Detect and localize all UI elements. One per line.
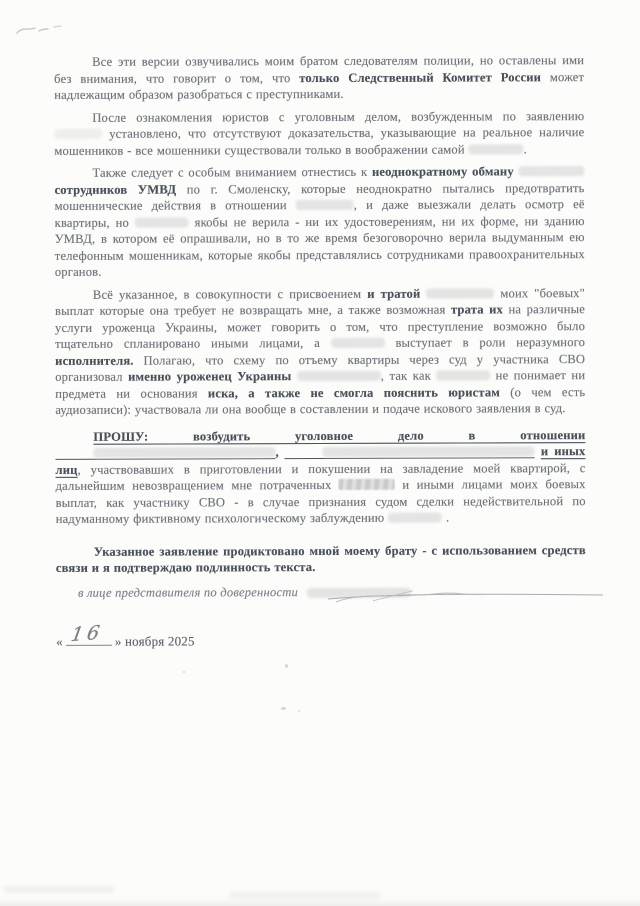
text-run: может надлежащим образом разобраться с преступниками. xyxy=(54,69,585,102)
representative-label: в лице представителя по доверенности xyxy=(77,585,299,600)
scan-speck xyxy=(285,664,288,668)
emphasis-text: и тратой xyxy=(367,286,427,301)
emphasis-text: ПРОШУ: возбудить уголовное дело в отношении xyxy=(93,427,586,444)
emphasis-text: сотрудников УМВД xyxy=(54,182,177,197)
emphasis-text: неоднократному обману xyxy=(371,164,519,179)
scanner-edge-shadow xyxy=(0,898,640,906)
date-line xyxy=(56,621,586,650)
emphasis-text: , xyxy=(275,445,279,460)
text-run: , так как xyxy=(380,368,437,383)
scan-speck xyxy=(183,671,185,673)
text-run: (о чем есть аудиозаписи): участвовала ли она вообще в составлении и подаче искового заявления в суд. xyxy=(55,384,586,417)
text-run: выступает в роли неразумного xyxy=(384,335,586,350)
text-run: Полагаю, что схему по отъему квартиры через суд у участника СВО организовал xyxy=(55,351,586,384)
emphasis-text: именно уроженец Украины xyxy=(128,369,297,384)
quote-close: » xyxy=(114,633,122,649)
text-run: Также следует с особым вниманием отнестись к xyxy=(92,164,373,180)
handwritten-day: 16 xyxy=(68,621,105,647)
text-run: , и даже выезжали делать осмотр её квартиры, но xyxy=(54,197,585,230)
scan-speck xyxy=(298,710,300,712)
text-run: Всё указанное, в совокупности с присвоением xyxy=(92,286,368,302)
emphasis-text: иска, а также не смогла пояснить юристам xyxy=(207,384,501,400)
emphasis-text: и иных лиц xyxy=(55,444,586,477)
scan-speck xyxy=(281,707,286,710)
text-run: на различные услуги уроженца Украины, может говорить о том, что преступление возможно было тщательно спланировано иными лицами, а xyxy=(55,302,586,351)
scan-smudge xyxy=(4,887,114,892)
text-run: , участвовавших в приготовлении и покушении на завладение моей квартирой, с дальнейшим невозвращением мне потраченных xyxy=(55,460,586,493)
emphasis-text: исполнителя. xyxy=(55,353,134,368)
representative-line xyxy=(78,584,586,601)
text-run: моих "боевых" выплат которые она требует не возвращать мне, а также возможная xyxy=(54,285,585,318)
text-run: установлено, что отсутствуют доказательства, указывающие на реальное наличие мошенников - все мошенники существовали только в воображении самой xyxy=(54,125,585,158)
text-run: . xyxy=(523,141,527,156)
redaction xyxy=(307,588,411,598)
text-run: не понимает ни предмета ни основания xyxy=(55,368,586,401)
text-run: по г. Смоленску, которые неоднократно пытались предотвратить мошеннические действия в отношении xyxy=(54,180,585,213)
quote-open: « xyxy=(56,633,63,649)
emphasis-text: только Следственный Комитет России xyxy=(299,69,542,85)
day-blank-field xyxy=(66,621,112,647)
text-run: якобы не верила - ни их удостоверениям, ни их форме, ни зданию УМВД, в котором её опрашивали, но в то же время безоговорочно верила выдуманным ею телефонным мошенникам, которые якобы представлялись сотрудниками правоохранительных органов. xyxy=(54,213,585,279)
emphasis-text: трата их xyxy=(450,302,504,317)
text-run: Все эти версии озвучивались моим братом следователям полиции, но оставлены ими без внимания, что говорит о том, что xyxy=(54,53,585,86)
text-run: После ознакомления юристов с уголовным делом, возбужденным по заявлению xyxy=(92,108,585,125)
date-month-year: ноября 2025 xyxy=(124,633,195,649)
text-run: Указанное заявление продиктовано мной моему брату - с использованием средств связи и я подтверждаю подлинность текста. xyxy=(55,542,586,575)
text-run: и иными лицами моих боевых выплат, как участнику СВО - в случае признания судом сделки недействительной по надуманному фиктивному психологическому заблуждению xyxy=(55,477,586,526)
text-run: . xyxy=(442,510,450,525)
